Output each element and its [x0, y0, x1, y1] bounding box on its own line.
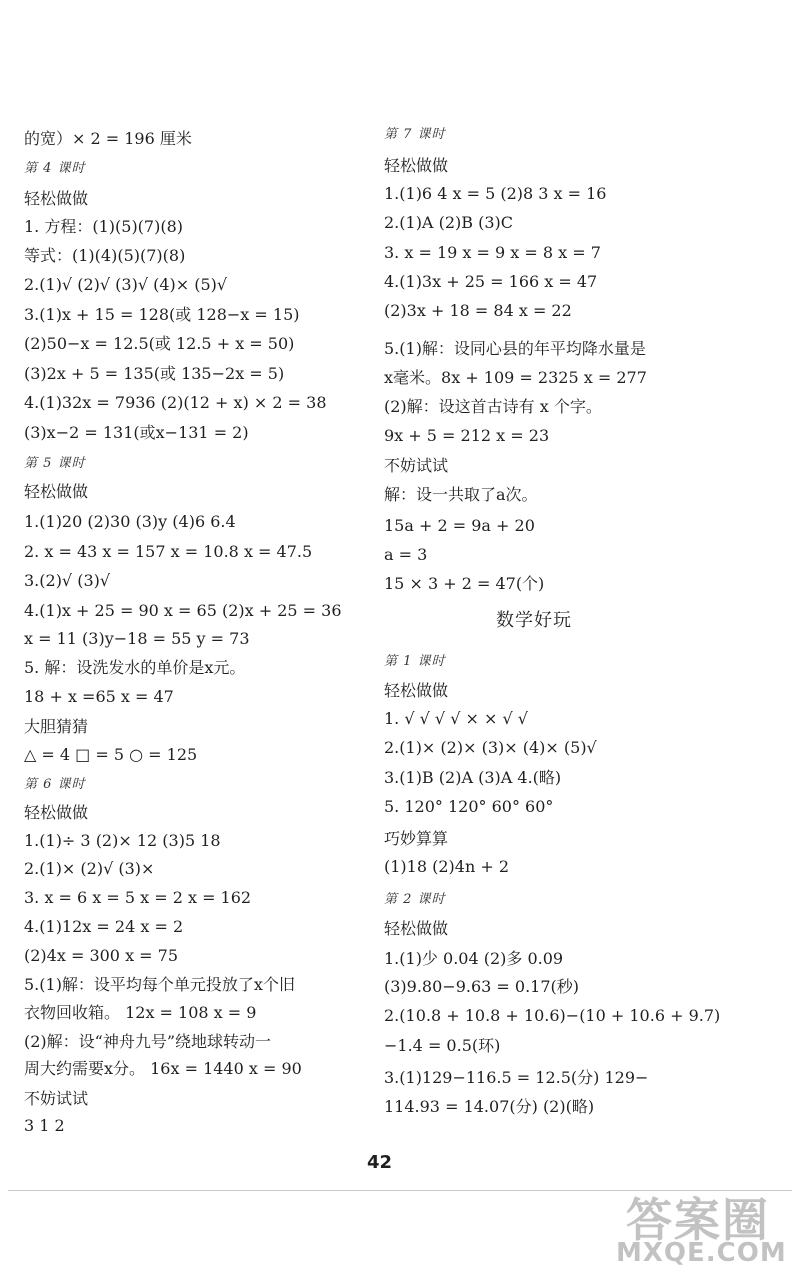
section-heading: 巧妙算算	[384, 829, 449, 848]
answer-line: 4.(1)3x + 25 = 166 x = 47	[384, 272, 598, 291]
answer-line: 3. x = 19 x = 9 x = 8 x = 7	[384, 243, 601, 262]
section-heading: 轻松做做	[24, 189, 89, 208]
watermark-url: MXQE.COM	[616, 1238, 787, 1268]
answer-line: x毫米。8x + 109 = 2325 x = 277	[384, 368, 647, 387]
answer-line: 9x + 5 = 212 x = 23	[384, 426, 550, 445]
answer-line: 4.(1)32x = 7936 (2)(12 + x) × 2 = 38	[24, 393, 327, 412]
answer-line: (2)50−x = 12.5(或 12.5 + x = 50)	[24, 334, 295, 353]
answer-line: 3.(1)B (2)A (3)A 4.(略)	[384, 768, 562, 787]
lesson-label: 第 1 课时	[384, 654, 446, 669]
section-heading: 轻松做做	[24, 482, 89, 501]
lesson-label: 第 4 课时	[24, 161, 86, 176]
section-heading: 轻松做做	[24, 803, 89, 822]
answer-line: 2.(1)× (2)√ (3)×	[24, 859, 155, 878]
answer-line: 15a + 2 = 9a + 20	[384, 516, 535, 535]
lesson-label: 第 5 课时	[24, 456, 86, 471]
answer-line: △ = 4 □ = 5 ○ = 125	[24, 745, 198, 764]
answer-line: 4.(1)12x = 24 x = 2	[24, 917, 184, 936]
answer-line: 1.(1)20 (2)30 (3)y (4)6 6.4	[24, 512, 236, 531]
answer-line: 的宽）× 2 = 196 厘米	[24, 129, 192, 148]
page-number: 42	[367, 1152, 393, 1173]
answer-line: 5. 120° 120° 60° 60°	[384, 797, 554, 816]
answer-line: (3)2x + 5 = 135(或 135−2x = 5)	[24, 364, 285, 383]
section-heading: 轻松做做	[384, 156, 449, 175]
answer-line: 15 × 3 + 2 = 47(个)	[384, 574, 545, 593]
answer-line: 2.(10.8 + 10.8 + 10.6)−(10 + 10.6 + 9.7)	[384, 1006, 721, 1025]
answer-line: 1.(1)÷ 3 (2)× 12 (3)5 18	[24, 831, 221, 850]
lesson-label: 第 6 课时	[24, 777, 86, 792]
answer-line: −1.4 = 0.5(环)	[384, 1036, 501, 1055]
answer-line: 18 + x =65 x = 47	[24, 687, 174, 706]
watermark-title: 答案圈	[626, 1193, 770, 1247]
answer-line: 3.(1)x + 15 = 128(或 128−x = 15)	[24, 305, 300, 324]
answer-line: 3 1 2	[24, 1116, 65, 1135]
answer-line: 1.(1)少 0.04 (2)多 0.09	[384, 949, 564, 968]
section-heading: 轻松做做	[384, 681, 449, 700]
answer-line: 4.(1)x + 25 = 90 x = 65 (2)x + 25 = 36	[24, 601, 342, 620]
answer-line: 2. x = 43 x = 157 x = 10.8 x = 47.5	[24, 542, 313, 561]
answer-line: 2.(1)× (2)× (3)× (4)× (5)√	[384, 738, 597, 757]
answer-line: 3.(1)129−116.5 = 12.5(分) 129−	[384, 1068, 649, 1087]
answer-line: 1.(1)6 4 x = 5 (2)8 3 x = 16	[384, 184, 607, 203]
answer-line: x = 11 (3)y−18 = 55 y = 73	[24, 629, 250, 648]
answer-line: 5.(1)解：设同心县的年平均降水量是	[384, 339, 646, 358]
answer-line: 3. x = 6 x = 5 x = 2 x = 162	[24, 888, 252, 907]
answer-line: 2.(1)A (2)B (3)C	[384, 213, 513, 232]
answer-line: 周大约需要x分。 16x = 1440 x = 90	[24, 1059, 302, 1078]
answer-line: 5. 解：设洗发水的单价是x元。	[24, 658, 246, 677]
answer-line: (2)3x + 18 = 84 x = 22	[384, 301, 572, 320]
answer-line: (3)9.80−9.63 = 0.17(秒)	[384, 977, 580, 996]
answer-line: 1. 方程：(1)(5)(7)(8)	[24, 217, 184, 236]
lesson-label: 第 2 课时	[384, 892, 446, 907]
answer-line: 衣物回收箱。 12x = 108 x = 9	[24, 1003, 257, 1022]
answer-line: (1)18 (2)4n + 2	[384, 857, 510, 876]
answer-line: (2)4x = 300 x = 75	[24, 946, 179, 965]
lesson-label: 第 7 课时	[384, 127, 446, 142]
answer-line: (2)解：设“神舟九号”绕地球转动一	[24, 1032, 272, 1051]
section-heading: 轻松做做	[384, 919, 449, 938]
section-title: 数学好玩	[496, 610, 572, 631]
answer-line: 5.(1)解：设平均每个单元投放了x个旧	[24, 975, 295, 994]
answer-line: (2)解：设这首古诗有 x 个字。	[384, 397, 602, 416]
answer-line: 3.(2)√ (3)√	[24, 571, 111, 590]
section-heading: 大胆猜猜	[24, 717, 89, 736]
answer-line: (3)x−2 = 131(或x−131 = 2)	[24, 423, 249, 442]
answer-line: 解：设一共取了a次。	[384, 485, 538, 504]
answer-line: a = 3	[384, 545, 428, 564]
watermark-logo	[604, 1180, 794, 1272]
answer-line: 等式：(1)(4)(5)(7)(8)	[24, 246, 186, 265]
answer-line: 2.(1)√ (2)√ (3)√ (4)× (5)√	[24, 275, 228, 294]
section-heading: 不妨试试	[24, 1089, 89, 1108]
answer-line: 1. √ √ √ √ × × √ √	[384, 709, 528, 728]
section-heading: 不妨试试	[384, 456, 449, 475]
answer-line: 114.93 = 14.07(分) (2)(略)	[384, 1097, 595, 1116]
